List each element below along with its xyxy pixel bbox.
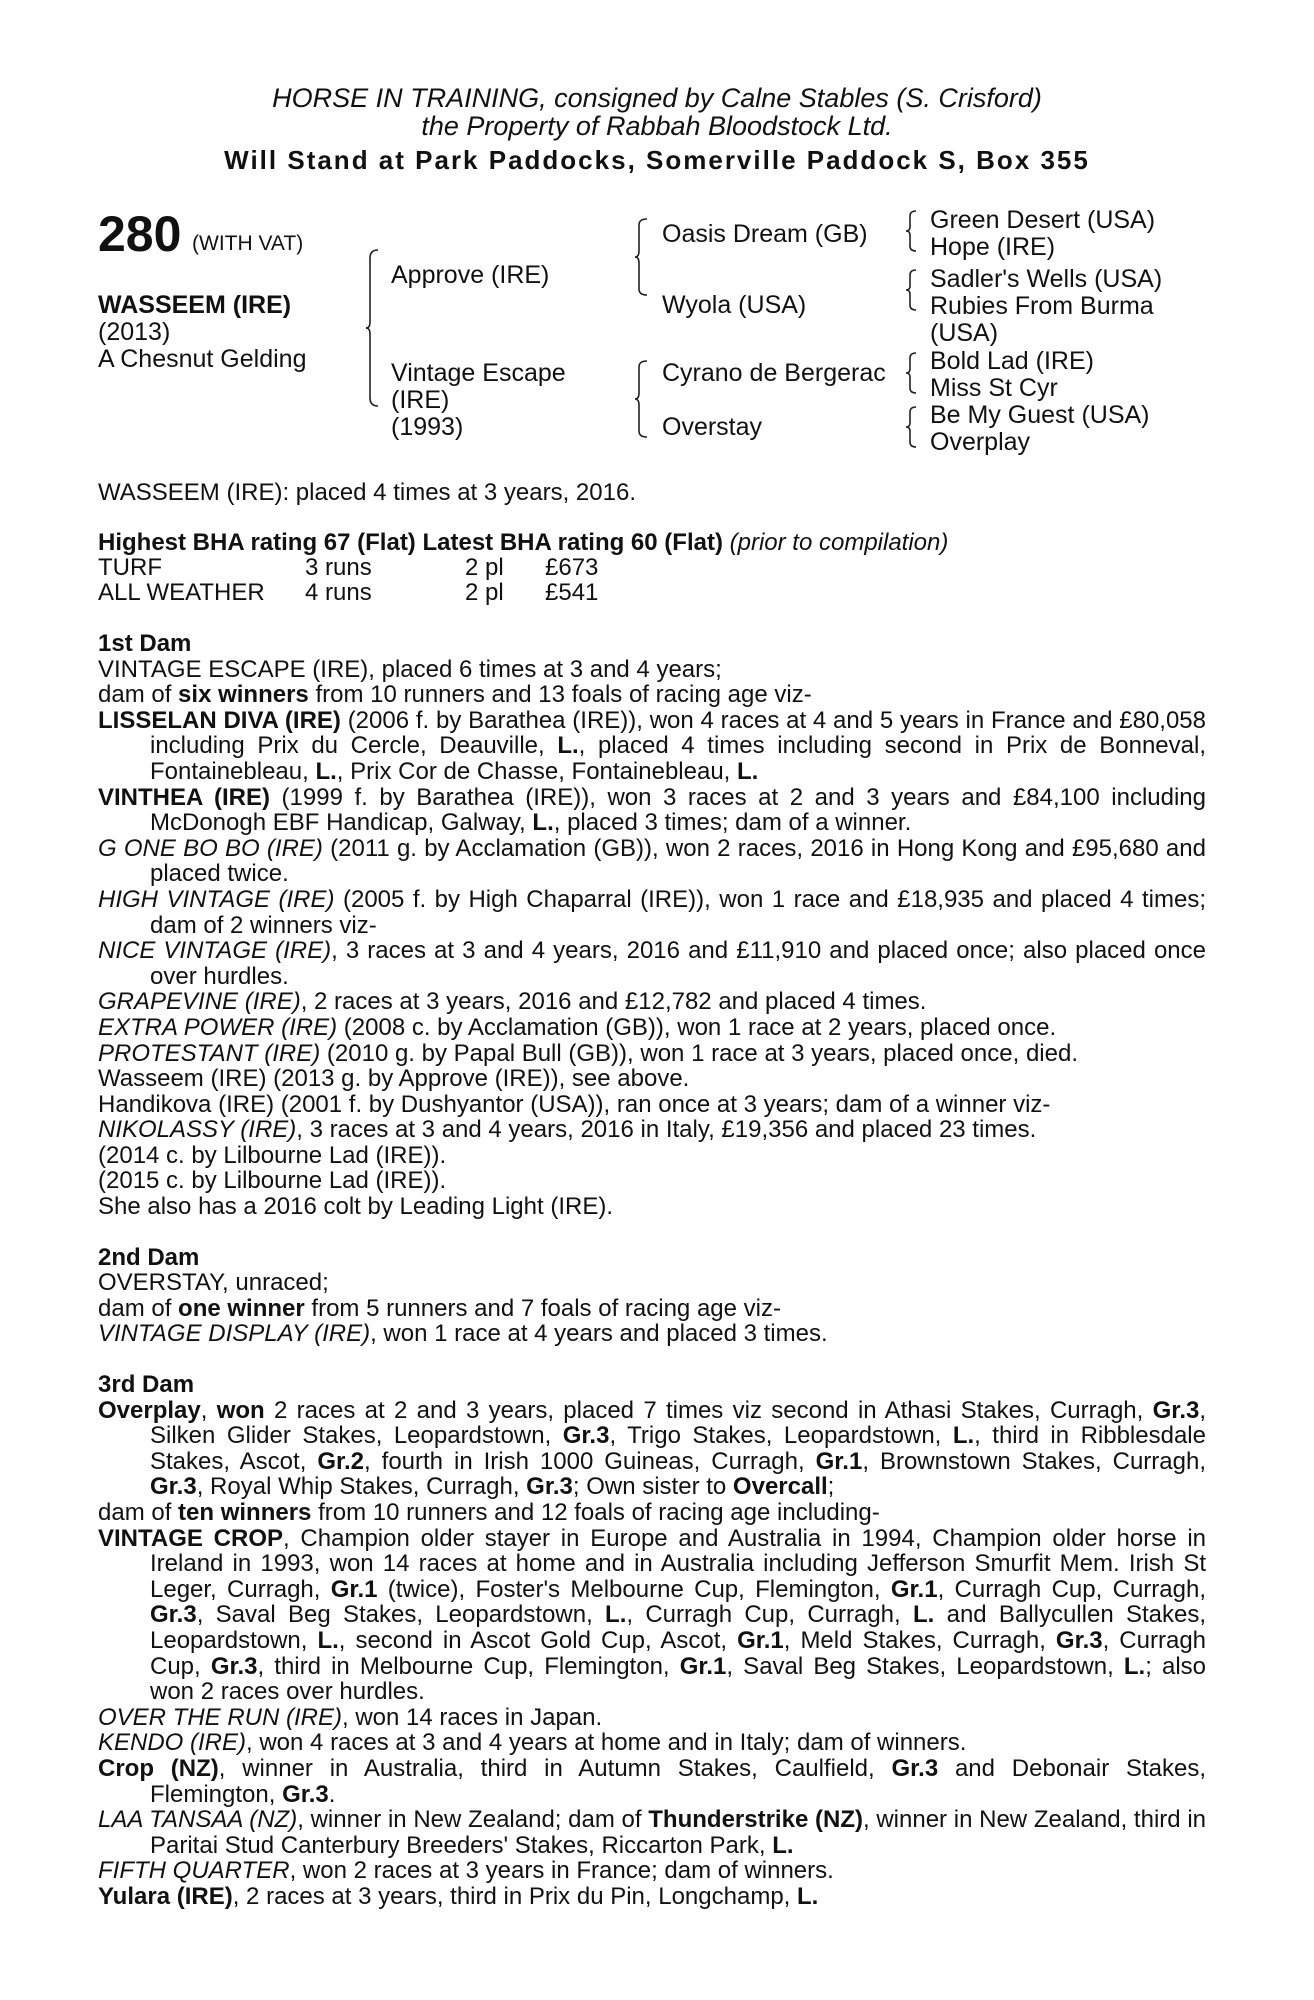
grand-progeny-entry: NIKOLASSY (IRE), 3 races at 3 and 4 years, 2016 in Italy, £19,356 and placed 23 times.: [98, 1116, 1037, 1144]
pedigree-sds: Sadler's Wells (USA): [930, 265, 1163, 293]
pedigree-dam-dam: Overstay: [662, 413, 763, 441]
progeny-entry: EXTRA POWER (IRE) (2008 c. by Acclamation (GB)), won 1 race at 2 years, placed once.: [98, 1013, 1057, 1041]
race-record: WASSEEM (IRE): placed 4 times at 3 years, 2016.: [98, 479, 636, 506]
pedigree-dss: Bold Lad (IRE): [930, 347, 1094, 375]
progeny-entry: HIGH VINTAGE (IRE) (2005 f. by High Chaparral (IRE)), won 1 race and £18,935 and placed 4 times; dam of 2 winners viz-: [98, 885, 1207, 939]
grand-progeny-entry: Yulara (IRE), 2 races at 3 years, third in Prix du Pin, Longchamp, L.: [98, 1882, 819, 1910]
stats-row: [98, 555, 598, 580]
horse-year: (2013): [98, 318, 171, 346]
pedigree-ssd: Hope (IRE): [930, 233, 1056, 261]
horse-name: WASSEEM (IRE): [98, 291, 292, 319]
progeny-entry: OVER THE RUN (IRE), won 14 races in Japan.: [98, 1703, 603, 1731]
stats-row: [98, 580, 598, 605]
stats-placed: 2 pl: [465, 579, 504, 606]
property-line: the Property of Rabbah Bloodstock Ltd.: [421, 111, 893, 141]
bracket-ss: [906, 209, 918, 253]
first-dam-line1: VINTAGE ESCAPE (IRE), placed 6 times at 3 and 4 years;: [98, 655, 722, 683]
progeny-entry: VINTAGE DISPLAY (IRE), won 1 race at 4 years and placed 3 times.: [98, 1320, 828, 1348]
first-dam-footnote: She also has a 2016 colt by Leading Light (IRE).: [98, 1193, 613, 1221]
lot-vat: (WITH VAT): [192, 232, 304, 255]
second-dam-line2: dam of one winner from 5 runners and 7 foals of racing age viz-: [98, 1294, 781, 1322]
bracket-dd: [906, 405, 918, 449]
pedigree-dam-line3: (1993): [391, 413, 464, 441]
stats-surface: TURF: [98, 554, 162, 581]
pedigree-dsd: Miss St Cyr: [930, 374, 1058, 402]
pedigree-bracket-main: [366, 248, 380, 408]
progeny-entry: (2015 c. by Lilbourne Lad (IRE)).: [98, 1167, 447, 1195]
pedigree-sdd-line2: (USA): [930, 319, 999, 347]
bha-rating-text: Highest BHA rating 67 (Flat) Latest BHA rating 60 (Flat): [98, 529, 723, 556]
grand-progeny-entry: LAA TANSAA (NZ), winner in New Zealand; dam of Thunderstrike (NZ), winner in New Zealand, third in Paritai Stud Canterbury Breeders' Stakes, Riccarton Park, L.: [98, 1806, 1206, 1859]
horse-description: A Chesnut Gelding: [98, 345, 307, 373]
pedigree-dds: Be My Guest (USA): [930, 401, 1150, 429]
progeny-entry: G ONE BO BO (IRE) (2011 g. by Acclamation (GB)), won 2 races, 2016 in Hong Kong and £95,680 and placed twice.: [98, 834, 1206, 888]
bha-rating-note: (prior to compilation): [729, 529, 949, 556]
progeny-entry: VINTAGE CROP, Champion older stayer in Europe and Australia in 1994, Champion older horse in Ireland in 1993, won 14 races at home and in Australia including Jefferson Smurfit Mem. Irish St Leger, Curragh, Gr.1 (twice), Foster's Melbourne Cup, Flemington, Gr.1, Curragh Cup, Curragh, Gr.3, Saval Beg Stakes, Leopardstown, L., Curragh Cup, Curragh, L. and Ballycullen Stakes, Leopardstown, L., second in Ascot Gold Cup, Ascot, Gr.1, Meld Stakes, Curragh, Gr.3, Curragh Cup, Gr.3, third in Melbourne Cup, Flemington, Gr.1, Saval Beg Stakes, Leopardstown, L.; also won 2 races over hurdles.: [98, 1524, 1207, 1706]
progeny-entry: PROTESTANT (IRE) (2010 g. by Papal Bull (GB)), won 1 race at 3 years, placed once, died.: [98, 1039, 1078, 1067]
bracket-sd: [906, 268, 918, 312]
third-dam-record: Overplay, won 2 races at 2 and 3 years, placed 7 times viz second in Athasi Stakes, Curragh, Gr.3, Silken Glider Stakes, Leopardstown, Gr.3, Trigo Stakes, Leopardstown, L., third in Ribblesdale Stakes, Ascot, Gr.2, fourth in Irish 1000 Guineas, Curragh, Gr.1, Brownstown Stakes, Curragh, Gr.3, Royal Whip Stakes, Curragh, Gr.3; Own sister to Overcall;: [98, 1396, 1207, 1501]
stats-earnings: £673: [545, 554, 599, 581]
pedigree-bracket-dam: [635, 359, 649, 439]
stats-surface: ALL WEATHER: [98, 579, 265, 606]
consignor-line: HORSE IN TRAINING, consigned by Calne Stables (S. Crisford): [272, 83, 1042, 113]
second-dam-heading: 2nd Dam: [98, 1243, 200, 1271]
location-line: Will Stand at Park Paddocks, Somerville Paddock S, Box 355: [224, 145, 1090, 175]
stats-table: [98, 555, 598, 605]
progeny-entry: Wasseem (IRE) (2013 g. by Approve (IRE)), see above.: [98, 1065, 690, 1093]
progeny-entry: KENDO (IRE), won 4 races at 3 and 4 years at home and in Italy; dam of winners.: [98, 1729, 967, 1757]
stats-runs: 3 runs: [305, 554, 372, 581]
pedigree-sdd-line1: Rubies From Burma: [930, 292, 1154, 320]
third-dam-heading: 3rd Dam: [98, 1371, 195, 1399]
pedigree-ddd: Overplay: [930, 428, 1031, 456]
pedigree-dam-line2: (IRE): [391, 386, 450, 414]
grand-progeny-entry: NICE VINTAGE (IRE), 3 races at 3 and 4 years, 2016 and £11,910 and placed once; also placed once over hurdles.: [98, 937, 1206, 990]
progeny-entry: LISSELAN DIVA (IRE) (2006 f. by Barathea (IRE)), won 4 races at 4 and 5 years in France and £80,058 including Prix du Cercle, Deauville, L., placed 4 times including second in Prix de Bonneval, Fontainebleau, L., Prix Cor de Chasse, Fontainebleau, L.: [98, 706, 1207, 785]
progeny-entry: (2014 c. by Lilbourne Lad (IRE)).: [98, 1141, 447, 1169]
progeny-entry: VINTHEA (IRE) (1999 f. by Barathea (IRE)), won 3 races at 2 and 3 years and £84,100 including McDonogh EBF Handicap, Galway, L., placed 3 times; dam of a winner.: [98, 783, 1206, 837]
stats-placed: 2 pl: [465, 554, 504, 581]
third-dam-produce: dam of ten winners from 10 runners and 12 foals of racing age including-: [98, 1499, 880, 1526]
first-dam-line2: dam of six winners from 10 runners and 13 foals of racing age viz-: [98, 681, 812, 709]
family-text: [98, 631, 1206, 1910]
pedigree-dam-sire: Cyrano de Bergerac: [662, 359, 886, 387]
progeny-entry: Handikova (IRE) (2001 f. by Dushyantor (USA)), ran once at 3 years; dam of a winner viz-: [98, 1090, 1051, 1118]
grand-progeny-entry: Crop (NZ), winner in Australia, third in Autumn Stakes, Caulfield, Gr.3 and Debonair Stakes, Flemington, Gr.3.: [98, 1754, 1207, 1808]
lot-number: 280: [98, 206, 182, 262]
stats-earnings: £541: [545, 579, 599, 606]
second-dam-line1: OVERSTAY, unraced;: [98, 1269, 329, 1297]
pedigree-sire-dam: Wyola (USA): [662, 291, 807, 319]
pedigree-dam-line1: Vintage Escape: [391, 359, 566, 387]
grand-progeny-entry: GRAPEVINE (IRE), 2 races at 3 years, 2016 and £12,782 and placed 4 times.: [98, 988, 927, 1016]
bha-rating: [98, 530, 948, 556]
pedigree-sire-sire: Oasis Dream (GB): [662, 220, 868, 248]
bracket-ds: [906, 351, 918, 395]
first-dam-heading: 1st Dam: [98, 630, 192, 657]
pedigree-sss: Green Desert (USA): [930, 206, 1156, 234]
pedigree-bracket-sire: [635, 217, 649, 297]
stats-runs: 4 runs: [305, 579, 372, 606]
pedigree-sire: Approve (IRE): [391, 261, 550, 289]
progeny-entry: FIFTH QUARTER, won 2 races at 3 years in France; dam of winners.: [98, 1857, 834, 1885]
